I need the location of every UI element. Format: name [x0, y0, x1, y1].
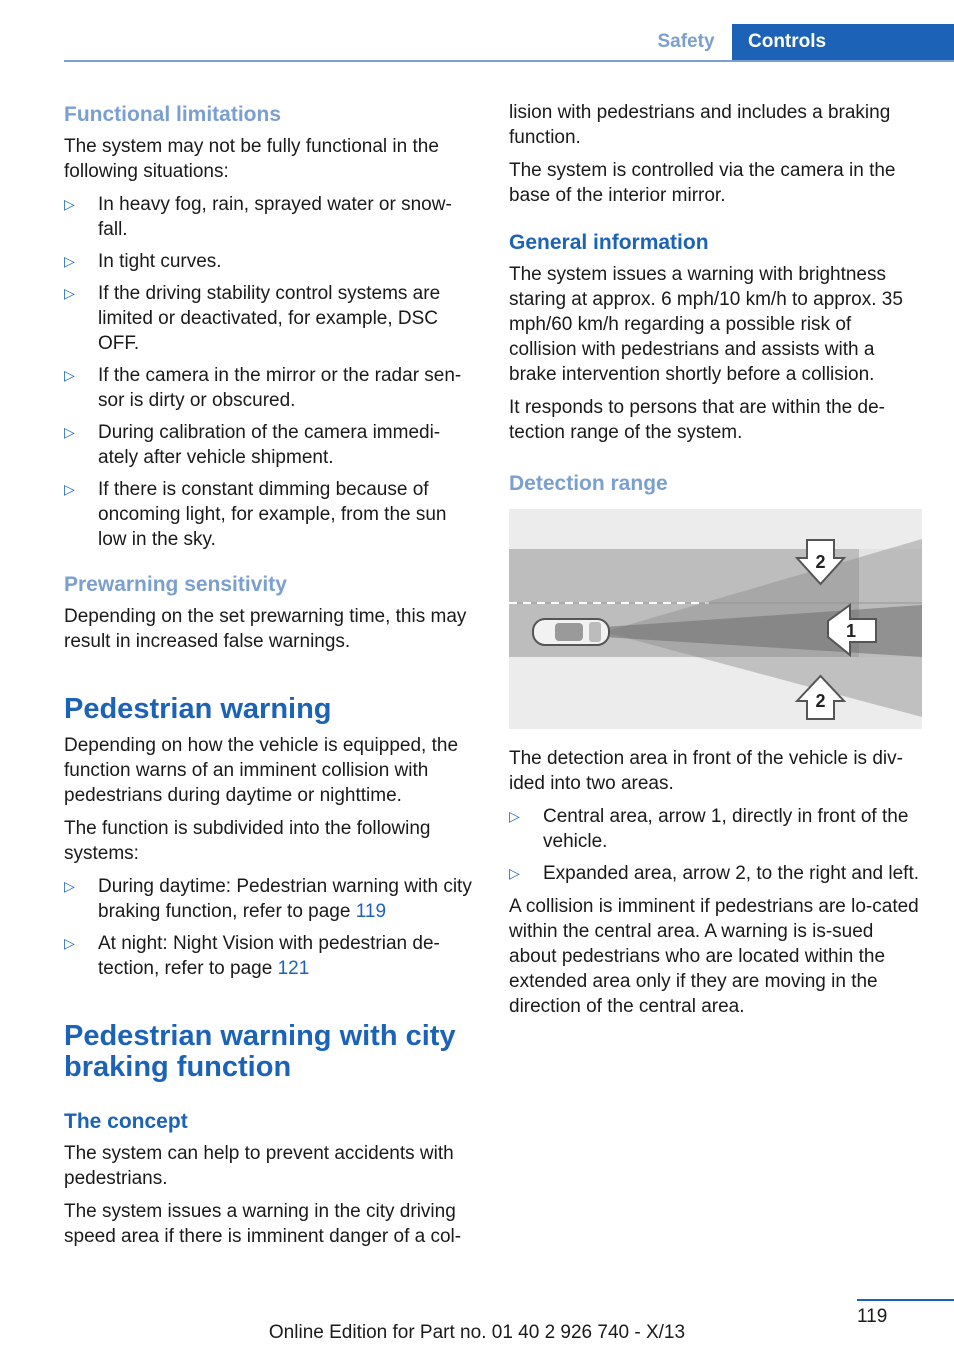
- prewarning-text: Depending on the set prewarning time, this may result in increased false warnings.: [64, 606, 467, 652]
- arrow-bottom-label: 2: [815, 691, 826, 711]
- list-item: ▷ If the driving stability control systems are limited or deactivated, for example, DSC OFF.: [64, 283, 441, 354]
- list-item: ▷ During calibration of the camera immedi-ately after vehicle shipment.: [64, 422, 441, 468]
- triangle-right-icon: ▷: [509, 865, 520, 881]
- list-item: ▷ In heavy fog, rain, sprayed water or snow-fall.: [64, 194, 452, 240]
- functional-limitations-list: [64, 192, 478, 552]
- section-tab-safety[interactable]: Safety: [657, 31, 715, 52]
- arrow-top-label: 2: [815, 552, 826, 572]
- list-item: ▷ During daytime: Pedestrian warning with city braking function, refer to page 119: [64, 876, 472, 922]
- footer-edition-text: Online Edition for Part no. 01 40 2 926 740 - X/13: [268, 1322, 686, 1343]
- detection-p1: The detection area in front of the vehicle is div-ided into two areas.: [509, 748, 903, 794]
- list-item: ▷ Expanded area, arrow 2, to the right and left.: [509, 863, 920, 884]
- prewarning-heading: Prewarning sensitivity: [64, 573, 287, 596]
- pedestrian-warning-p1: Depending on how the vehicle is equipped, the function warns of an imminent collision with pedestrians during daytime or nighttime.: [64, 735, 459, 806]
- arrow-central-label: 1: [845, 621, 857, 641]
- concept-heading: The concept: [64, 1110, 188, 1133]
- list-item: ▷ In tight curves.: [64, 251, 222, 272]
- detection-range-heading: Detection range: [509, 472, 668, 495]
- triangle-right-icon: ▷: [64, 878, 75, 894]
- triangle-right-icon: ▷: [64, 253, 75, 269]
- triangle-right-icon: ▷: [64, 935, 75, 951]
- pedestrian-warning-p2: The function is subdivided into the following systems:: [64, 818, 431, 864]
- triangle-right-icon: ▷: [509, 808, 520, 824]
- page-link-119[interactable]: 119: [355, 901, 387, 922]
- pedestrian-systems-list: [64, 874, 478, 981]
- city-braking-title: Pedestrian warning with city braking function: [64, 1020, 456, 1083]
- left-column: [64, 100, 478, 1257]
- functional-limitations-heading: Functional limitations: [64, 103, 282, 126]
- page-number-rule: [857, 1299, 954, 1301]
- concept-p2: The system issues a warning in the city driving speed area if there is imminent danger of a col-: [64, 1201, 462, 1247]
- triangle-right-icon: ▷: [64, 367, 75, 383]
- general-information-heading: General information: [509, 231, 709, 254]
- list-item: ▷ If there is constant dimming because of oncoming light, for example, from the sun low in the sky.: [64, 479, 447, 550]
- continued-text: lision with pedestrians and includes a braking function.: [509, 102, 891, 148]
- triangle-right-icon: ▷: [64, 285, 75, 301]
- detection-areas-list: [509, 804, 923, 886]
- page-link-121[interactable]: 121: [277, 958, 310, 979]
- general-p2: It responds to persons that are within the de-tection range of the system.: [509, 397, 885, 443]
- camera-text: The system is controlled via the camera in the base of the interior mirror.: [509, 160, 896, 206]
- general-p1: The system issues a warning with brightness staring at approx. 6 mph/10 km/h to approx. 35 mph/60 km/h regarding a possible risk of collision with pedestrians and assists with a brake intervention shortly before a collision.: [509, 264, 903, 385]
- car-icon: [533, 619, 609, 645]
- triangle-right-icon: ▷: [64, 481, 75, 497]
- triangle-right-icon: ▷: [64, 196, 75, 212]
- section-tab-controls[interactable]: Controls: [732, 24, 954, 62]
- header-rule: [64, 60, 954, 62]
- right-column: [509, 100, 923, 1027]
- page-number: 119: [857, 1306, 888, 1327]
- functional-limitations-intro: The system may not be fully functional in the following situations:: [64, 136, 439, 182]
- concept-p1: The system can help to prevent accidents with pedestrians.: [64, 1143, 454, 1189]
- list-item: ▷ If the camera in the mirror or the radar sen-sor is dirty or obscured.: [64, 365, 462, 411]
- list-item: ▷ Central area, arrow 1, directly in front of the vehicle.: [509, 806, 909, 852]
- list-item: ▷ At night: Night Vision with pedestrian de-tection, refer to page 121: [64, 933, 440, 979]
- pedestrian-warning-title: Pedestrian warning: [64, 693, 332, 725]
- detection-p2: A collision is imminent if pedestrians are lo-cated within the central area. A warning is is-sued about pedestrians who are located within the extended area only if they are moving in the direction of the central area.: [509, 896, 919, 1017]
- detection-range-diagram: [509, 509, 922, 729]
- triangle-right-icon: ▷: [64, 424, 75, 440]
